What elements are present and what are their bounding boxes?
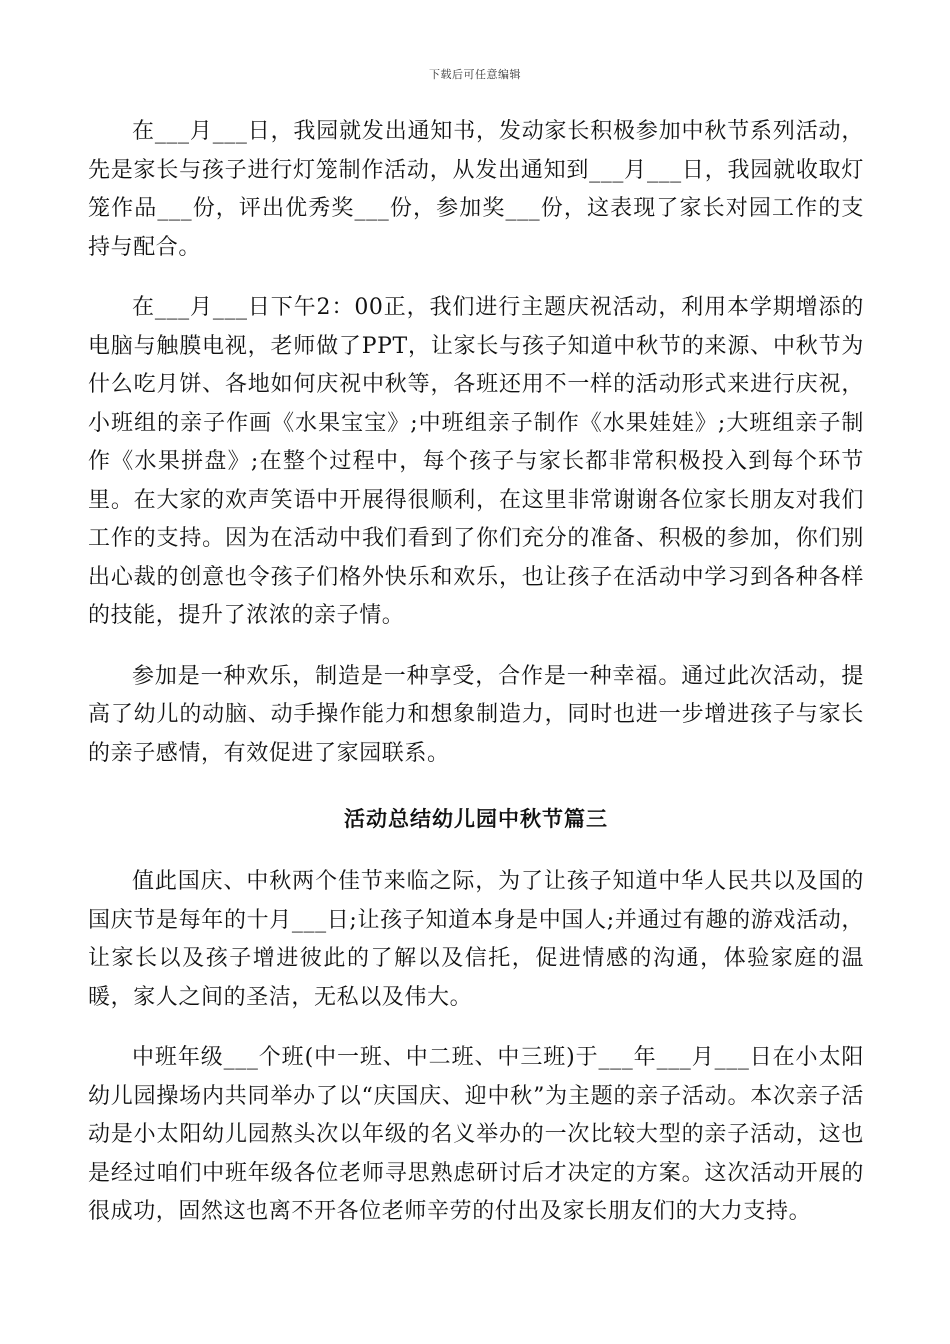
paragraph-middle-class-event: 中班年级___个班(中一班、中二班、中三班)于___年___月___日在小太阳幼儿园操场内共同举办了以“庆国庆、迎中秋”为主题的亲子活动。本次亲子活动是小太阳幼儿园熬头次以年级的名义举办的一次比较大型的亲子活动，这也是经过咱们中班年级各位老师寻思熟虑研讨后才决定的方案。这次活动开展的很成功，固然这也离不开各位老师辛劳的付出及家长朋友们的大力支持。 xyxy=(88,1045,864,1224)
header-note: 下载后可任意编辑 xyxy=(429,68,521,81)
paragraph-celebration: 在___月___日下午2：00正，我们进行主题庆祝活动，利用本学期增添的电脑与触膜电视，老师做了PPT，让家长与孩子知道中秋节的来源、中秋节为什么吃月饼、各地如何庆祝中秋等，各班还用不一样的活动形式来进行庆祝，小班组的亲子作画《水果宝宝》;中班组亲子制作《水果娃娃》;大班组亲子制作《水果拼盘》;在整个过程中，每个孩子与家长都非常积极投入到每个环节里。在大家的欢声笑语中开展得很顺利，在这里非常谢谢各位家长朋友对我们工作的支持。因为在活动中我们看到了你们充分的准备、积极的参加，你们别出心裁的创意也令孩子们格外快乐和欢乐，也让孩子在活动中学习到各种各样的技能，提升了浓浓的亲子情。 xyxy=(88,295,864,628)
paragraph-national-day: 值此国庆、中秋两个佳节来临之际，为了让孩子知道中华人民共以及国的国庆节是每年的十月___日;让孩子知道本身是中国人;并通过有趣的游戏活动，让家长以及孩子增进彼此的了解以及信托，促进情感的沟通，体验家庭的温暖，家人之间的圣洁，无私以及伟大。 xyxy=(88,869,864,1010)
document-body xyxy=(88,113,864,1254)
section-title: 活动总结幼儿园中秋节篇三 xyxy=(344,807,608,831)
paragraph-summary: 参加是一种欢乐，制造是一种享受，合作是一种幸福。通过此次活动，提高了幼儿的动脑、动手操作能力和想象制造力，同时也进一步增进孩子与家长的亲子感情，有效促进了家园联系。 xyxy=(88,663,864,766)
paragraph-lantern-activity: 在___月___日，我园就发出通知书，发动家长积极参加中秋节系列活动，先是家长与孩子进行灯笼制作活动，从发出通知到___月___日，我园就收取灯笼作品___份，评出优秀奖___份，参加奖___份，这表现了家长对园工作的支持与配合。 xyxy=(88,119,864,260)
